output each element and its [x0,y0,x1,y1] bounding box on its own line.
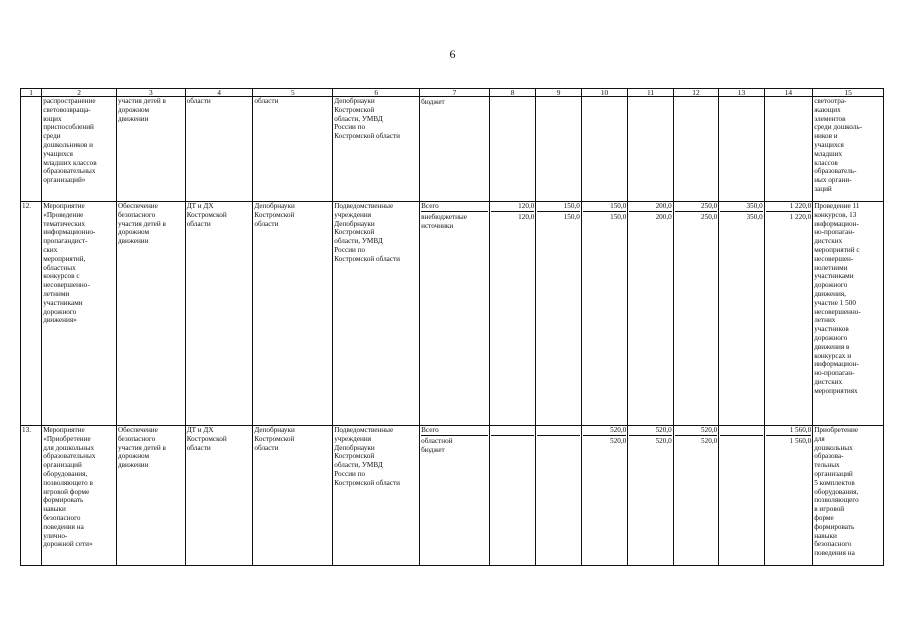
amount-value [491,436,534,437]
funding-amount-col-10 [581,426,627,566]
funding-amount-col-12 [673,426,718,566]
funding-amount-col-11 [628,426,673,566]
funding-amount-col-8 [489,426,535,566]
table-row [21,426,884,566]
funding-amount-col-11 [628,202,673,426]
funding-source-item: областной бюджет [421,437,453,454]
funding-amount-col-14 [764,426,813,566]
amount-value: 200,0 [655,213,672,221]
amount-value: 350,0 [720,202,762,212]
funding-amount-col-9 [536,426,581,566]
column-header-11: 11 [628,89,673,97]
column-header-14: 14 [764,89,813,97]
funding-amount-col-12 [673,202,718,426]
activity-name: Мероприятие «Проведение тематических информационно- пропагандист- ских мероприятий, областных конкурсов с несовершенно- летними участниками дорожного движения» [42,202,117,426]
funding-amount-col-9 [536,202,581,426]
amount-value: 1 560,0 [789,437,812,445]
amount-value [537,426,579,436]
column-header-5: 5 [253,89,333,97]
amount-value: 520,0 [629,426,671,436]
amount-value [720,436,762,437]
table-row [21,97,884,202]
funding-amount-col-8 [489,202,535,426]
amount-value: 250,0 [675,202,717,212]
funding-amount-col-10 [581,202,627,426]
amount-value [491,426,534,436]
funding-amount-col-8 [489,97,535,202]
amount-value: 250,0 [701,213,718,221]
amount-value: 520,0 [610,437,627,445]
amount-value: 520,0 [675,426,717,436]
funding-amount-col-14 [764,97,813,202]
funding-amount-col-14 [764,202,813,426]
amount-value: 1 560,0 [766,426,812,436]
amount-value: 150,0 [563,213,580,221]
column-header-10: 10 [581,89,627,97]
activity-name: распространение световозвраща- ющих приспособлений среди дошкольников и учащихся младших классов образовательных организаций» [42,97,117,202]
column-number-header-row [21,89,884,97]
amount-value: 520,0 [583,426,626,436]
funding-amount-col-9 [536,97,581,202]
activity-goal: участия детей в дорожном движении [116,97,185,202]
funding-amount-col-12 [673,97,718,202]
page-number: 6 [449,47,456,61]
program-activities-table [20,88,884,566]
column-header-6: 6 [333,89,420,97]
funding-source [420,97,490,202]
column-header-7: 7 [420,89,490,97]
co-executor: области [253,97,333,202]
participants: Подведомственные учреждения Депобрнауки Костромской области, УМВД России по Костромской области [333,426,420,566]
expected-result: Проведение 11 конкурсов, 13 информацион- но-пропаган- дистских мероприятий с несовершен- нолетними участниками дорожного движения, участие 1 500 несовершенно- летних участников дорожного движения в конкурсах и информацион- но-пропаган- дистских мероприятиях [813,202,884,426]
amount-value: 120,0 [518,213,535,221]
column-header-15: 15 [813,89,884,97]
row-number: 12. [21,202,42,426]
expected-result: светоотра- жающих элементов среди дошколь- ников и учащихся младших классов образователь- ных органи- заций [813,97,884,202]
responsible-executor: ДТ и ДХ Костромской области [185,426,253,566]
row-number [21,97,42,202]
amount-value: 120,0 [491,202,534,212]
funding-source-item: Всего [421,426,488,436]
expected-result: Приобретение для дошкольных образова- тельных организаций 5 комплектов оборудования, позволяющего в игровой форме формировать навыки безопасного поведения на [813,426,884,566]
amount-value: 200,0 [629,202,671,212]
participants: Подведомственные учреждения Депобрнауки Костромской области, УМВД России по Костромской области [333,202,420,426]
column-header-12: 12 [673,89,718,97]
column-header-9: 9 [536,89,581,97]
row-number: 13. [21,426,42,566]
funding-amount-col-13 [719,426,764,566]
funding-source-item: бюджет [421,98,445,106]
table-row [21,202,884,426]
funding-source [420,202,490,426]
funding-source-item: Всего [421,202,488,212]
activity-name: Мероприятие «Приобретение для дошкольных образовательных организаций оборудования, позволяющего в игровой форме формировать навыки безопасного поведения на улично- дорожной сети» [42,426,117,566]
amount-value: 1 220,0 [766,202,812,212]
funding-source-item: внебюджетные источники [421,213,467,230]
co-executor: Депобрнауки Костромской области [253,202,333,426]
amount-value [720,426,762,436]
amount-value: 350,0 [746,213,763,221]
column-header-4: 4 [185,89,253,97]
amount-value: 1 220,0 [789,213,812,221]
funding-amount-col-13 [719,202,764,426]
responsible-executor: ДТ и ДХ Костромской области [185,202,253,426]
activity-goal: Обеспечение безопасного участия детей в дорожном движении [116,426,185,566]
amount-value: 150,0 [610,213,627,221]
amount-value: 150,0 [583,202,626,212]
column-header-3: 3 [116,89,185,97]
activity-goal: Обеспечение безопасного участия детей в дорожном движении [116,202,185,426]
funding-amount-col-10 [581,97,627,202]
column-header-1: 1 [21,89,42,97]
amount-value: 150,0 [537,202,579,212]
co-executor: Депобрнауки Костромской области [253,426,333,566]
amount-value: 520,0 [701,437,718,445]
amount-value [537,436,579,437]
funding-source [420,426,490,566]
funding-amount-col-11 [628,97,673,202]
column-header-2: 2 [42,89,117,97]
funding-amount-col-13 [719,97,764,202]
amount-value: 520,0 [655,437,672,445]
responsible-executor: области [185,97,253,202]
column-header-13: 13 [719,89,764,97]
participants: Депобрнауки Костромской области, УМВД России по Костромской области [333,97,420,202]
column-header-8: 8 [489,89,535,97]
